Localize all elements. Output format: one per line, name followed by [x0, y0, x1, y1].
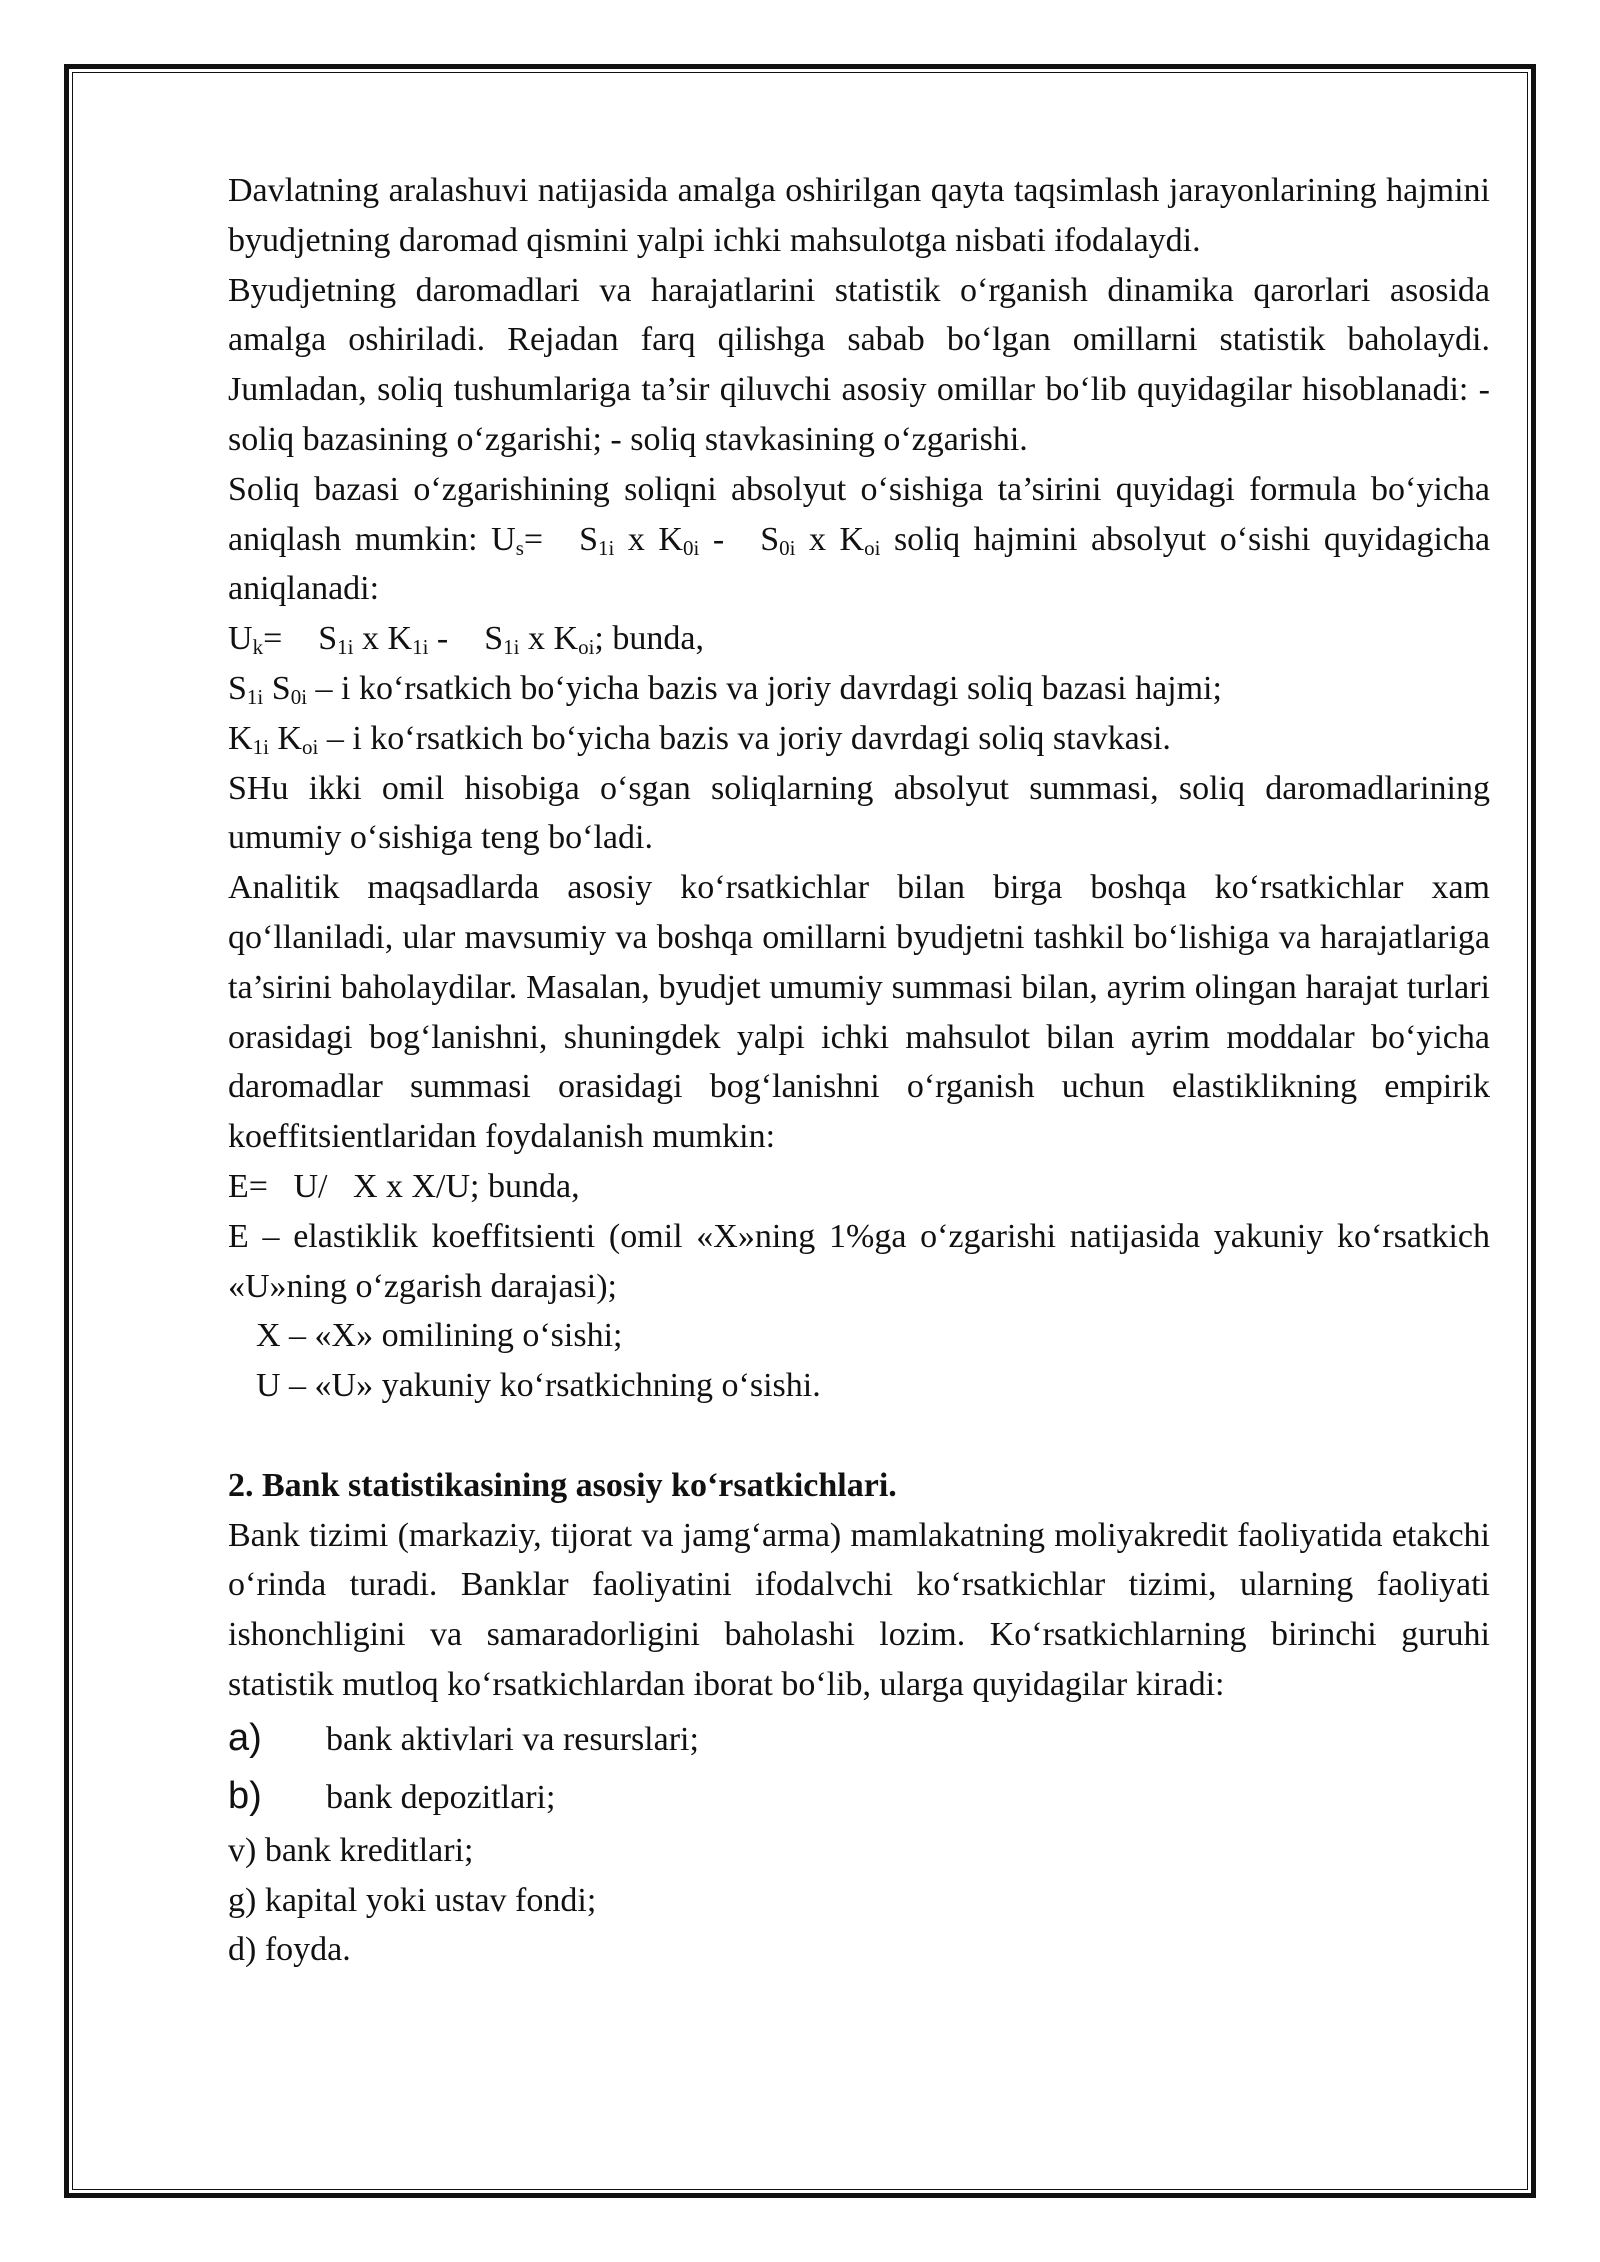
- section-intro: Bank tizimi (markaziy, tijorat va jamg‘arma) mamlakatning moliyakredit faoliyatida etakchi o‘rinda turadi. Banklar faoliyatini ifodalvchi ko‘rsatkichlar tizimi, ularning faoliyati ishonchligini va samaradorligini baholashi lozim. Ko‘rsatkichlarning birinchi guruhi statistik mutloq ko‘rsatkichlardan iborat bo‘lib, ularga quyidagilar kiradi:: [228, 1516, 1490, 1703]
- definition-u: U – «U» yakuniy ko‘rsatkichning o‘sishi.: [256, 1367, 821, 1405]
- paragraph-3: [228, 465, 1490, 614]
- list-item: [228, 1768, 1490, 1826]
- formula-e: E= U/ X x X/U; bunda,: [228, 1167, 580, 1205]
- definition-k: $K_{1i}$ $K_{oi}$ – i ko‘rsatkich bo‘yicha bazis va joriy davrdagi soliq stavkasi.: [228, 719, 1171, 759]
- paragraph-4: SHu ikki omil hisobiga o‘sgan soliqlarning absolyut summasi, soliq daromadlarining umumiy o‘sishiga teng bo‘ladi.: [228, 769, 1490, 857]
- list-marker: b): [228, 1774, 262, 1817]
- list-item-text: bank aktivlari va resurslari;: [326, 1720, 699, 1758]
- section-heading: 2. Bank statistikasining asosiy ko‘rsatkichlari.: [228, 1466, 897, 1504]
- paragraph-3-outro: soliq hajmini absolyut o‘sishi quyidagicha aniqlanadi:: [228, 520, 1491, 608]
- formula-uk: $U_k= S_{1i}$ x $K_{1i} - S_{1i}$ x $K_{oi}$; bunda,: [228, 620, 704, 660]
- list-marker: a): [228, 1716, 262, 1759]
- paragraph-2: Byudjetning daromadlari va harajatlarini statistik o‘rganish dinamika qarorlari asosida amalga oshiriladi. Rejadan farq qilishga sabab bo‘lgan omillarni statistik baholaydi. Jumladan, soliq tushumlariga ta’sir qiluvchi asosiy omillar bo‘lib quyidagilar hisoblanadi: - soliq bazasining o‘zgarishi; - soliq stavkasining o‘zgarishi.: [228, 271, 1490, 458]
- list-item: d) foyda.: [228, 1931, 351, 1969]
- list-item: v) bank kreditlari;: [228, 1831, 474, 1869]
- formula-us: $U_s= S_{1i}$ x $K_{0i} - S_{0i}$ x $K_{oi}$: [491, 520, 881, 560]
- definition-x: X – «X» omilining o‘sishi;: [256, 1317, 623, 1355]
- definition-s: $S_{1i}$ $S_{0i}$ – i ko‘rsatkich bo‘yicha bazis va joriy davrdagi soliq bazasi hajmi;: [228, 669, 1222, 709]
- definition-e: E – elastiklik koeffitsienti (omil «X»ning 1%ga o‘zgarishi natijasida yakuniy ko‘rsatkich «U»ning o‘zgarish darajasi);: [228, 1217, 1490, 1305]
- list-item: g) kapital yoki ustav fondi;: [228, 1881, 597, 1919]
- document-body: [228, 166, 1490, 1975]
- list-item-text: bank depozitlari;: [326, 1778, 556, 1816]
- list-item: [228, 1710, 1490, 1768]
- spacer: [228, 1411, 1490, 1461]
- paragraph-1: Davlatning aralashuvi natijasida amalga oshirilgan qayta taqsimlash jarayonlarining hajmini byudjetning daromad qismini yalpi ichki mahsulotga nisbati ifodalaydi.: [228, 172, 1490, 259]
- paragraph-3-intro: Soliq bazasi o‘zgarishining soliqni absolyut o‘sishiga ta’sirini quyidagi formula bo‘yicha aniqlash mumkin:: [228, 470, 1490, 558]
- paragraph-5: Analitik maqsadlarda asosiy ko‘rsatkichlar bilan birga boshqa ko‘rsatkichlar xam qo‘llaniladi, ular mavsumiy va boshqa omillarni byudjetni tashkil bo‘lishiga va harajatlariga ta’sirini baholaydilar. Masalan, byudjet umumiy summasi bilan, ayrim olingan harajat turlari orasidagi bog‘lanishni, shuningdek yalpi ichki mahsulot bilan ayrim moddalar bo‘yicha daromadlar summasi orasidagi bog‘lanishni o‘rganish uchun elastiklikning empirik koeffitsientlaridan foydalanish mumkin:: [228, 869, 1490, 1156]
